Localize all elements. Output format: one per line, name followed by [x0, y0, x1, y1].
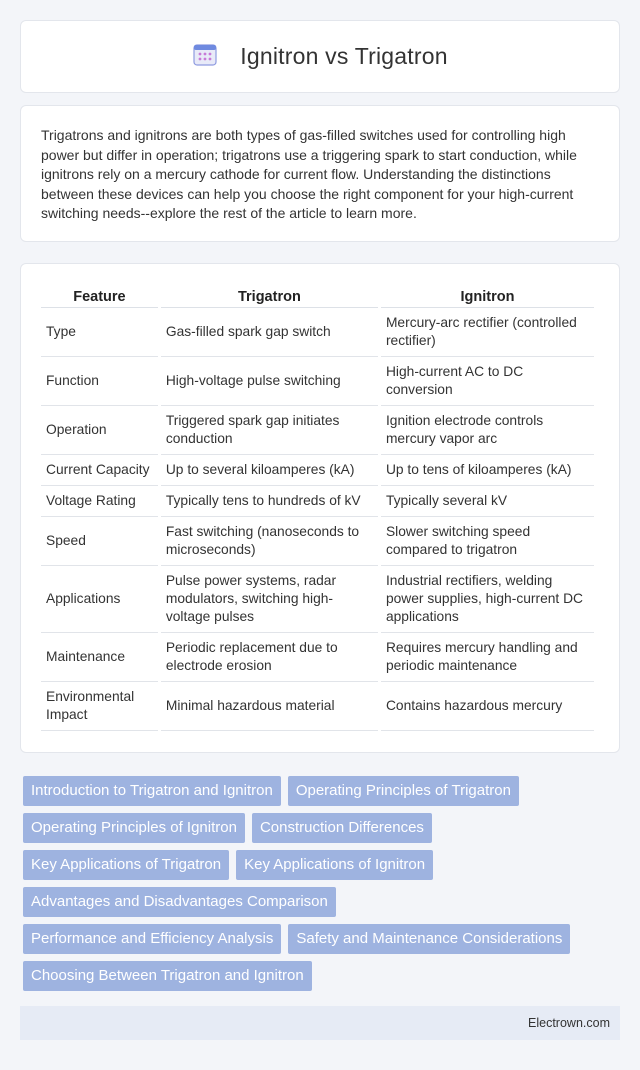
comparison-table-card: [20, 263, 620, 753]
footer-source[interactable]: Electrown.com: [528, 1016, 610, 1030]
table-cell: Up to several kiloamperes (kA): [161, 455, 378, 486]
table-cell: Maintenance: [41, 633, 158, 682]
table-row: [41, 486, 594, 517]
tag-link[interactable]: Performance and Efficiency Analysis: [23, 924, 281, 954]
table-header-row: [41, 286, 594, 308]
tag-link[interactable]: Advantages and Disadvantages Comparison: [23, 887, 336, 917]
table-cell: High-current AC to DC conversion: [381, 357, 594, 406]
tag-row: [23, 887, 623, 917]
table-row: [41, 308, 594, 357]
tag-link[interactable]: Choosing Between Trigatron and Ignitron: [23, 961, 312, 991]
column-header-trigatron: Trigatron: [161, 286, 378, 308]
footer: [20, 1006, 620, 1040]
table-cell: Type: [41, 308, 158, 357]
tag-row: [23, 850, 623, 880]
table-cell: Ignition electrode controls mercury vapor arc: [381, 406, 594, 455]
table-cell: Gas-filled spark gap switch: [161, 308, 378, 357]
tag-link[interactable]: Key Applications of Trigatron: [23, 850, 229, 880]
table-cell: Operation: [41, 406, 158, 455]
tag-link[interactable]: Introduction to Trigatron and Ignitron: [23, 776, 281, 806]
table-row: [41, 406, 594, 455]
tag-link[interactable]: Operating Principles of Ignitron: [23, 813, 245, 843]
table-cell: Up to tens of kiloamperes (kA): [381, 455, 594, 486]
intro-paragraph: Trigatrons and ignitrons are both types of gas-filled switches used for controlling high power but differ in operation; trigatrons use a triggering spark to start conduction, while ignitrons rely on a mercury cathode for current flow. Understanding the distinctions between these devices can help you choose the right component for your high-current switching needs--explore the rest of the article to learn more.: [41, 127, 577, 221]
table-cell: Mercury-arc rectifier (controlled rectifier): [381, 308, 594, 357]
topic-tags: [23, 776, 623, 998]
table-row: [41, 633, 594, 682]
table-cell: Pulse power systems, radar modulators, switching high-voltage pulses: [161, 566, 378, 633]
table-cell: Industrial rectifiers, welding power supplies, high-current DC applications: [381, 566, 594, 633]
table-cell: Slower switching speed compared to trigatron: [381, 517, 594, 566]
table-cell: Function: [41, 357, 158, 406]
table-cell: Speed: [41, 517, 158, 566]
table-cell: Voltage Rating: [41, 486, 158, 517]
table-cell: Requires mercury handling and periodic maintenance: [381, 633, 594, 682]
column-header-ignitron: Ignitron: [381, 286, 594, 308]
tag-row: [23, 813, 623, 843]
table-cell: Minimal hazardous material: [161, 682, 378, 731]
table-cell: Typically tens to hundreds of kV: [161, 486, 378, 517]
table-cell: Fast switching (nanoseconds to microseconds): [161, 517, 378, 566]
tag-link[interactable]: Construction Differences: [252, 813, 432, 843]
tag-row: [23, 776, 623, 806]
table-cell: Environmental Impact: [41, 682, 158, 731]
tag-row: [23, 961, 623, 991]
tag-link[interactable]: Key Applications of Ignitron: [236, 850, 433, 880]
table-cell: Periodic replacement due to electrode erosion: [161, 633, 378, 682]
calendar-grid-icon: [192, 41, 218, 72]
table-cell: Current Capacity: [41, 455, 158, 486]
table-row: [41, 455, 594, 486]
tag-link[interactable]: Safety and Maintenance Considerations: [288, 924, 570, 954]
tag-link[interactable]: Operating Principles of Trigatron: [288, 776, 519, 806]
table-row: [41, 517, 594, 566]
table-row: [41, 566, 594, 633]
intro-card: [20, 105, 620, 242]
table-row: [41, 682, 594, 731]
table-cell: Contains hazardous mercury: [381, 682, 594, 731]
column-header-feature: Feature: [41, 286, 158, 308]
table-cell: Typically several kV: [381, 486, 594, 517]
tag-row: [23, 924, 623, 954]
header-card: [20, 20, 620, 93]
comparison-table: [38, 286, 597, 731]
table-cell: Triggered spark gap initiates conduction: [161, 406, 378, 455]
table-cell: High-voltage pulse switching: [161, 357, 378, 406]
table-row: [41, 357, 594, 406]
page-title: Ignitron vs Trigatron: [240, 43, 448, 69]
table-cell: Applications: [41, 566, 158, 633]
